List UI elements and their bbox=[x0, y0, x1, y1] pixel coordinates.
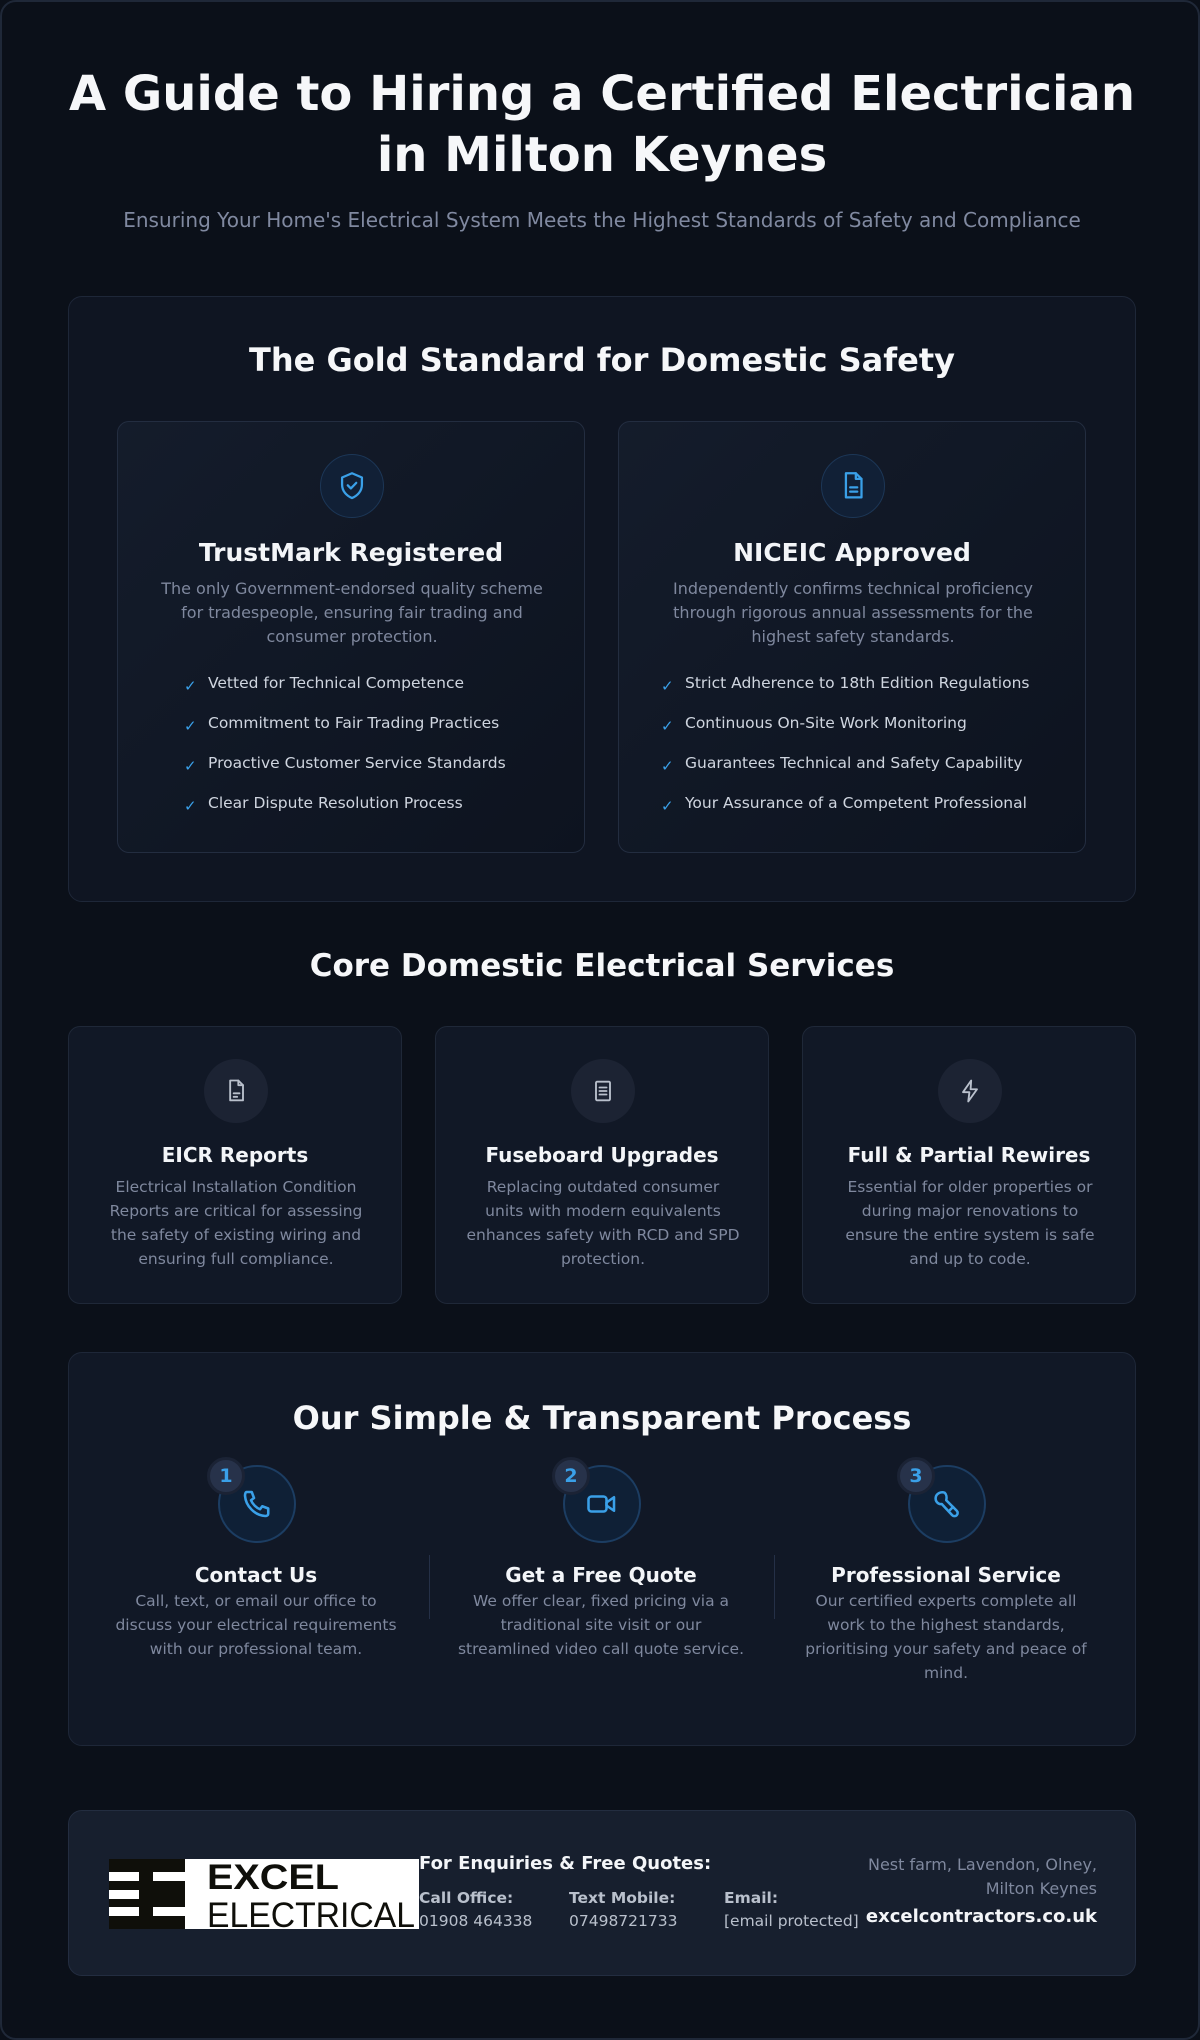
check-icon: ✓ bbox=[661, 797, 674, 815]
service-card-rewires bbox=[802, 1026, 1136, 1304]
gold-standard-panel bbox=[68, 296, 1136, 902]
niceic-card bbox=[618, 421, 1086, 853]
svg-text:ELECTRICAL: ELECTRICAL bbox=[207, 1896, 415, 1929]
process-title: Our Simple & Transparent Process bbox=[292, 1399, 912, 1437]
list-item: ✓ Proactive Customer Service Standards bbox=[184, 754, 506, 775]
document-icon bbox=[204, 1059, 268, 1123]
step-name: Contact Us bbox=[194, 1563, 318, 1587]
service-description: Replacing outdated consumer units with modern equivalents enhances safety with RCD and SPD protection. bbox=[466, 1178, 740, 1268]
shield-check-icon bbox=[320, 454, 384, 518]
check-icon: ✓ bbox=[661, 757, 674, 775]
contact-office bbox=[419, 1889, 532, 1930]
service-name: Full & Partial Rewires bbox=[847, 1143, 1091, 1167]
email-link[interactable]: [email protected] bbox=[724, 1912, 859, 1930]
address-line2: Milton Keynes bbox=[985, 1879, 1097, 1898]
page-title-line1: A Guide to Hiring a Certified Electrician bbox=[68, 66, 1136, 122]
contact-label: Text Mobile: bbox=[569, 1889, 676, 1907]
list-item: ✓ Strict Adherence to 18th Edition Regulations bbox=[661, 674, 1030, 695]
mobile-phone-link[interactable]: 07498721733 bbox=[569, 1912, 678, 1930]
step-description: Call, text, or email our office to discuss your electrical requirements with our professional team. bbox=[115, 1592, 397, 1658]
contact-mobile bbox=[569, 1889, 677, 1930]
service-description: Essential for older properties or during major renovations to ensure the entire system is safe and up to code. bbox=[845, 1178, 1095, 1268]
contact-footer bbox=[68, 1810, 1136, 1976]
trustmark-list bbox=[184, 674, 506, 834]
step-name: Get a Free Quote bbox=[505, 1563, 697, 1587]
contact-label: Email: bbox=[724, 1889, 779, 1907]
list-item: ✓ Guarantees Technical and Safety Capability bbox=[661, 754, 1023, 775]
step-description: Our certified experts complete all work to the highest standards, prioritising your safety and peace of mind. bbox=[805, 1592, 1087, 1682]
services-title: Core Domestic Electrical Services bbox=[309, 948, 895, 984]
step-number-badge: 3 bbox=[897, 1457, 935, 1495]
check-icon: ✓ bbox=[661, 717, 674, 735]
page-header bbox=[2, 64, 1200, 232]
niceic-name: NICEIC Approved bbox=[733, 538, 971, 567]
contact-label: Call Office: bbox=[419, 1889, 514, 1907]
trustmark-description: The only Government-endorsed quality scheme for tradespeople, ensuring fair trading and consumer protection. bbox=[161, 579, 543, 646]
trustmark-name: TrustMark Registered bbox=[198, 538, 504, 567]
enquiries-title: For Enquiries & Free Quotes: bbox=[419, 1853, 712, 1874]
step-number-badge: 1 bbox=[207, 1457, 245, 1495]
step-divider bbox=[429, 1555, 430, 1619]
contact-email bbox=[724, 1889, 859, 1930]
address-line1: Nest farm, Lavendon, Olney, bbox=[867, 1855, 1097, 1874]
address bbox=[868, 1853, 1097, 1901]
step-description: We offer clear, fixed pricing via a traditional site visit or our streamlined video call quote service. bbox=[457, 1592, 745, 1658]
website-link[interactable]: excelcontractors.co.uk bbox=[865, 1906, 1097, 1927]
list-item: ✓ Your Assurance of a Competent Professional bbox=[661, 794, 1027, 815]
list-item: ✓ Commitment to Fair Trading Practices bbox=[184, 714, 500, 735]
lightning-icon bbox=[938, 1059, 1002, 1123]
page-title bbox=[2, 64, 1200, 186]
service-card-fuseboard bbox=[435, 1026, 769, 1304]
office-phone-link[interactable]: 01908 464338 bbox=[419, 1912, 533, 1930]
service-name: EICR Reports bbox=[161, 1143, 309, 1167]
gold-standard-title: The Gold Standard for Domestic Safety bbox=[248, 341, 956, 379]
svg-text:EXCEL: EXCEL bbox=[207, 1859, 339, 1897]
check-icon: ✓ bbox=[184, 677, 197, 695]
step-name: Professional Service bbox=[831, 1563, 1061, 1587]
process-panel bbox=[68, 1352, 1136, 1746]
list-item: ✓ Clear Dispute Resolution Process bbox=[184, 794, 463, 815]
check-icon: ✓ bbox=[184, 797, 197, 815]
service-name: Fuseboard Upgrades bbox=[485, 1143, 719, 1167]
niceic-description: Independently confirms technical proficiency through rigorous annual assessments for the highest safety standards. bbox=[672, 579, 1034, 646]
check-icon: ✓ bbox=[184, 757, 197, 775]
page-title-line2: in Milton Keynes bbox=[376, 127, 828, 183]
trustmark-card bbox=[117, 421, 585, 853]
document-icon bbox=[821, 454, 885, 518]
list-item: ✓ Continuous On-Site Work Monitoring bbox=[661, 714, 967, 735]
service-card-eicr bbox=[68, 1026, 402, 1304]
list-item: ✓ Vetted for Technical Competence bbox=[184, 674, 465, 695]
service-description: Electrical Installation Condition Reports are critical for assessing the safety of existing wiring and ensuring full compliance. bbox=[109, 1178, 363, 1268]
step-divider bbox=[774, 1555, 775, 1619]
page-subtitle: Ensuring Your Home's Electrical System Meets the Highest Standards of Safety and Compliance bbox=[123, 208, 1081, 232]
check-icon: ✓ bbox=[661, 677, 674, 695]
niceic-list bbox=[661, 674, 1029, 834]
excel-electrical-logo bbox=[109, 1859, 419, 1929]
step-number-badge: 2 bbox=[552, 1457, 590, 1495]
list-document-icon bbox=[571, 1059, 635, 1123]
check-icon: ✓ bbox=[184, 717, 197, 735]
